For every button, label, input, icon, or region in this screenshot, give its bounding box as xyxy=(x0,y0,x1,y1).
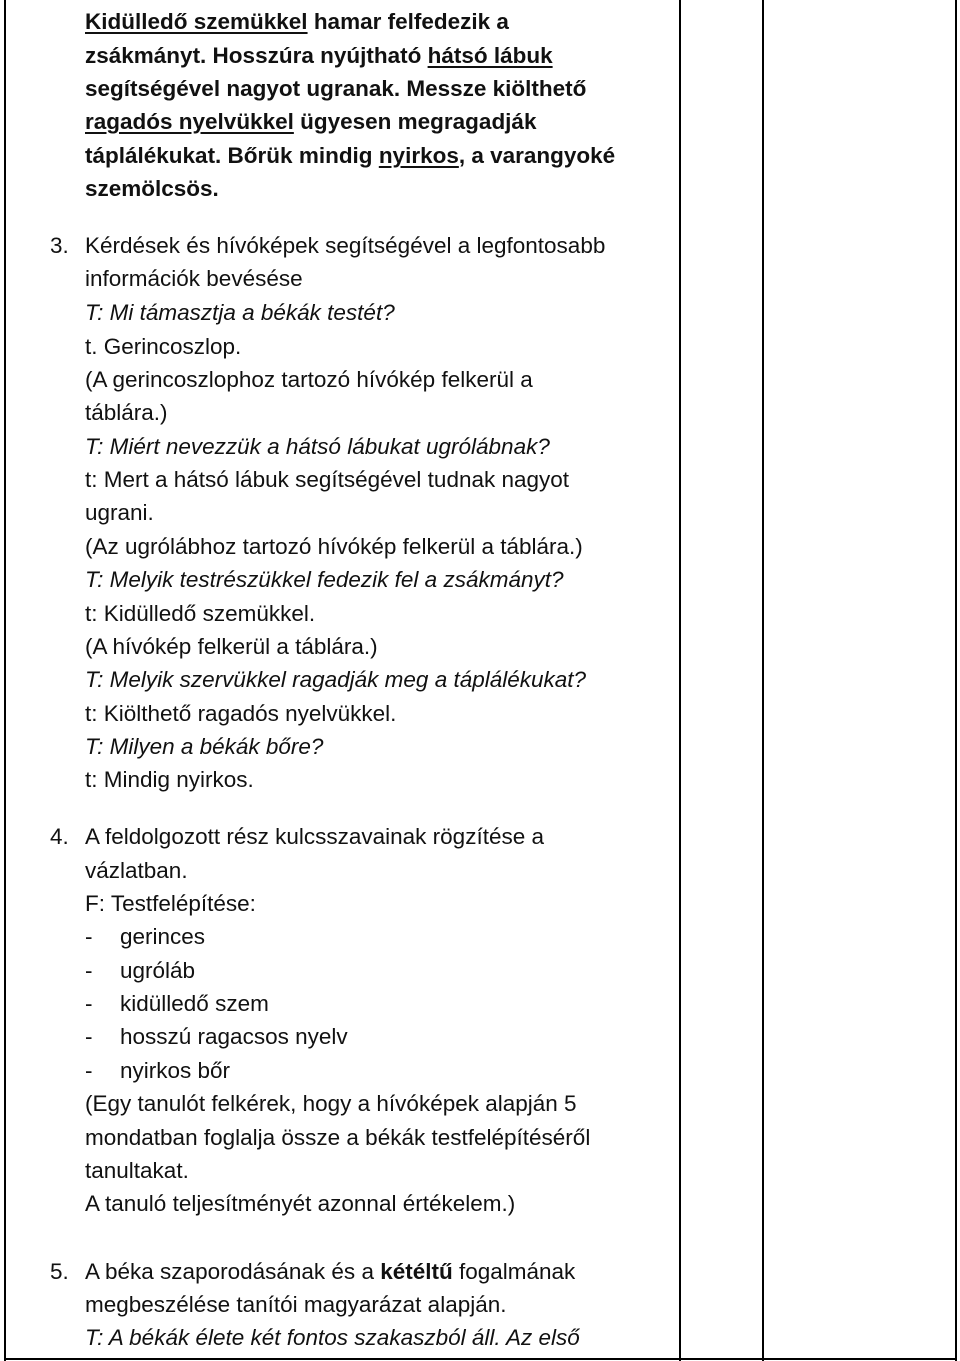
outline-heading: F: Testfelépítése: xyxy=(85,891,256,916)
step-3-number: 3. xyxy=(50,233,69,258)
teacher-question: T: Miért nevezzük a hátsó lábukat ugrólábnak? xyxy=(85,434,550,459)
intro-line: segítségével nagyot ugranak. Messze kiölthető xyxy=(85,76,587,101)
teacher-question: T: Melyik testrészükkel fedezik fel a zsákmányt? xyxy=(85,567,564,592)
intro-line: szemölcsös. xyxy=(85,176,219,201)
student-answer: t: Mert a hátsó lábuk segítségével tudnak nagyot xyxy=(85,467,570,492)
intro-line: zsákmányt. Hosszúra nyújtható hátsó lábuk xyxy=(85,43,553,68)
outline-dash: - xyxy=(85,958,93,983)
step-5-number: 5. xyxy=(50,1259,69,1284)
step-3-line: Kérdések és hívóképek segítségével a legfontosabb xyxy=(85,233,606,258)
step-4-line: vázlatban. xyxy=(85,858,188,883)
student-answer: t: Kiölthető ragadós nyelvükkel. xyxy=(85,701,397,726)
step-4-line: A feldolgozott rész kulcsszavainak rögzítése a xyxy=(85,824,544,849)
step-5-line: megbeszélése tanítói magyarázat alapján. xyxy=(85,1292,507,1317)
outline-dash: - xyxy=(85,924,93,949)
intro-line: Kidülledő szemükkel hamar felfedezik a xyxy=(85,9,509,34)
table-border-right xyxy=(955,0,957,1361)
intro-line: ragadós nyelvükkel ügyesen megragadják xyxy=(85,109,537,134)
student-answer: t: Kidülledő szemükkel. xyxy=(85,601,316,626)
outline-item: nyirkos bőr xyxy=(120,1058,231,1083)
step-4-number: 4. xyxy=(50,824,69,849)
outline-item: hosszú ragacsos nyelv xyxy=(120,1024,348,1049)
outline-dash: - xyxy=(85,991,93,1016)
step-5-line: A béka szaporodásának és a kétéltű fogalmának xyxy=(85,1259,576,1284)
table-border-col2 xyxy=(762,0,764,1361)
student-answer: t. Gerincoszlop. xyxy=(85,334,242,359)
teacher-question: T: Mi támasztja a békák testét? xyxy=(85,300,395,325)
outline-item: kidülledő szem xyxy=(120,991,269,1016)
outline-dash: - xyxy=(85,1058,93,1083)
teacher-question: T: A békák élete két fontos szakaszból áll. Az első xyxy=(85,1325,580,1350)
outline-dash: - xyxy=(85,1024,93,1049)
step-4-line: mondatban foglalja össze a békák testfelépítéséről xyxy=(85,1125,591,1150)
step-3-line: információk bevésése xyxy=(85,266,303,291)
teacher-question: T: Milyen a békák bőre? xyxy=(85,734,324,759)
outline-item: ugróláb xyxy=(120,958,196,983)
step-4-line: A tanuló teljesítményét azonnal értékelem.) xyxy=(85,1191,516,1216)
step-3-line: táblára.) xyxy=(85,400,168,425)
step-3-line: (Az ugrólábhoz tartozó hívókép felkerül a táblára.) xyxy=(85,534,583,559)
intro-line: táplálékukat. Bőrük mindig nyirkos, a varangyoké xyxy=(85,143,616,168)
step-3-line: (A gerincoszlophoz tartozó hívókép felkerül a xyxy=(85,367,533,392)
student-answer: t: Mindig nyirkos. xyxy=(85,767,254,792)
student-answer: ugrani. xyxy=(85,500,154,525)
step-3-line: (A hívókép felkerül a táblára.) xyxy=(85,634,378,659)
step-4-line: tanultakat. xyxy=(85,1158,189,1183)
step-4-line: (Egy tanulót felkérek, hogy a hívóképek alapján 5 xyxy=(85,1091,577,1116)
outline-item: gerinces xyxy=(120,924,206,949)
teacher-question: T: Melyik szervükkel ragadják meg a táplálékukat? xyxy=(85,667,587,692)
